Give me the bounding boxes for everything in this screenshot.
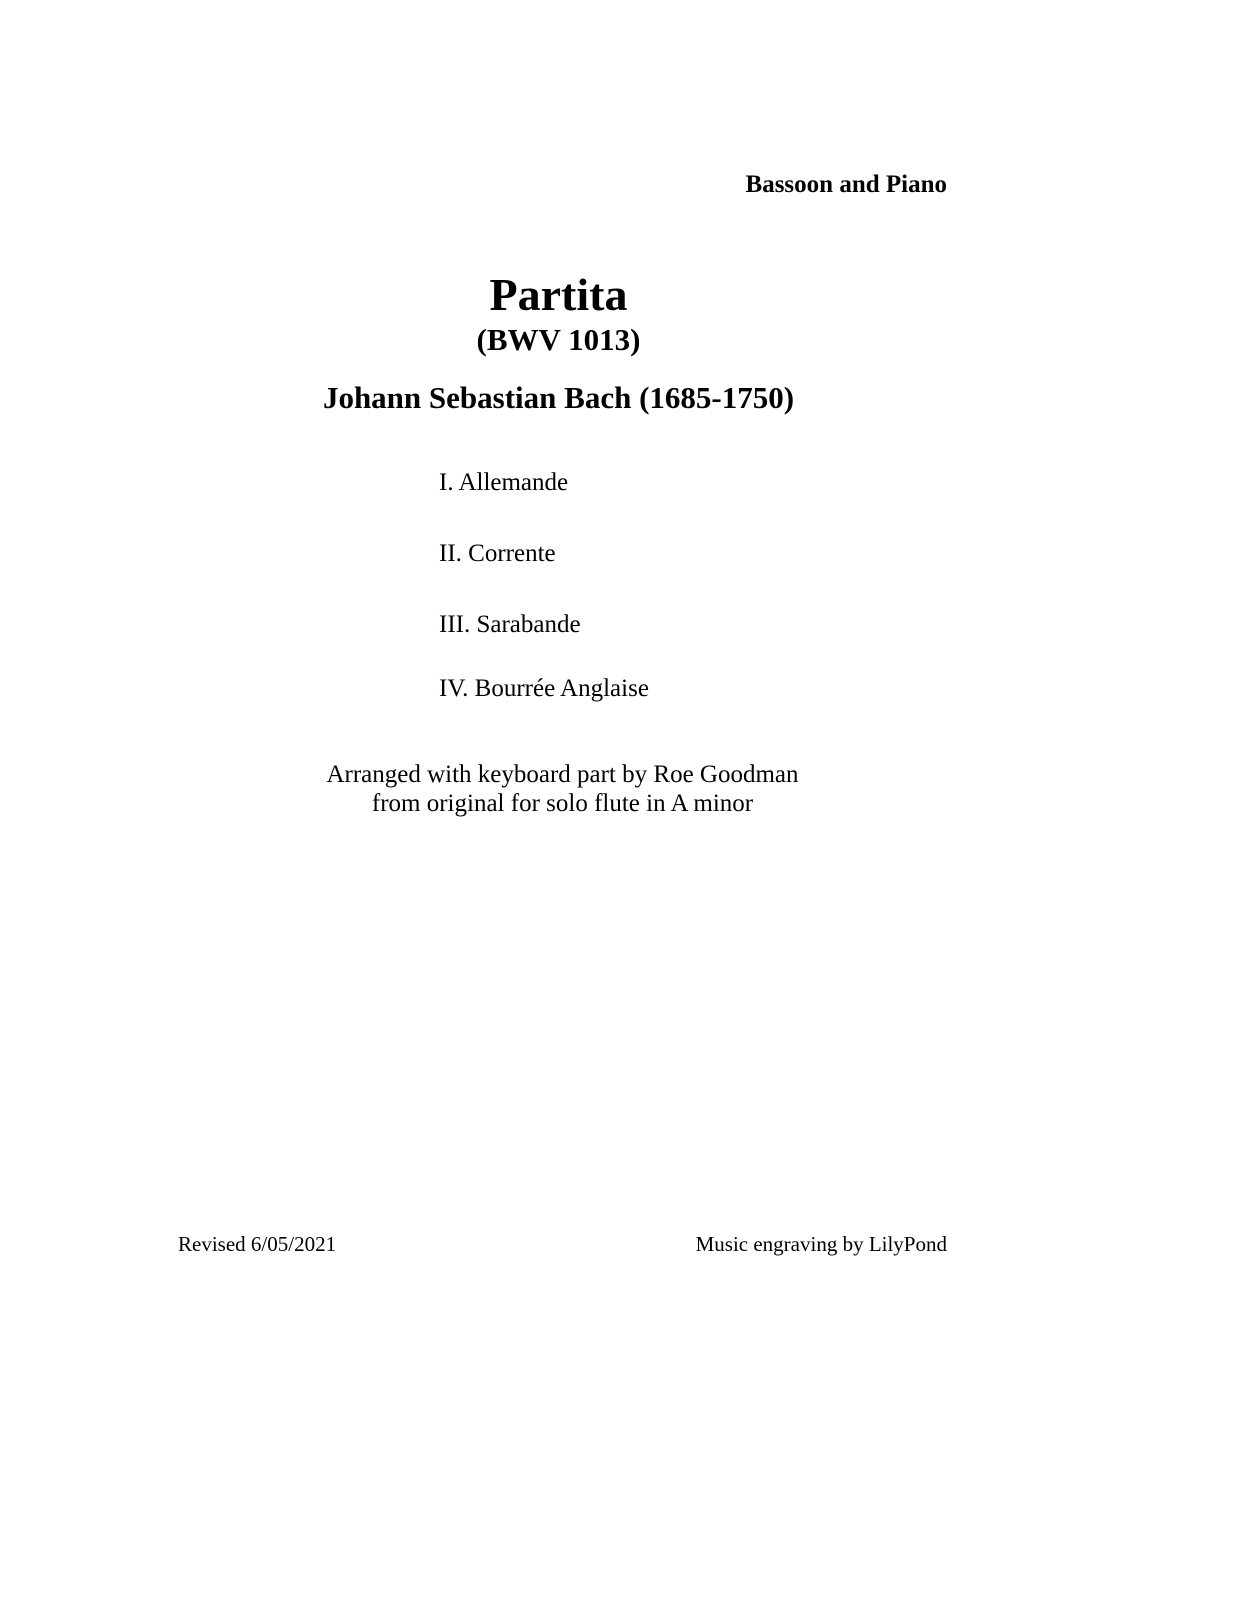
arrangement-line: Arranged with keyboard part by Roe Goodman <box>326 761 799 788</box>
arrangement-note <box>0 760 1125 818</box>
movement-item: IV. Bourrée Anglaise <box>439 675 649 702</box>
movement-item: II. Corrente <box>439 540 556 567</box>
arrangement-line: from original for solo flute in A minor <box>371 790 754 817</box>
movement-item: I. Allemande <box>439 469 569 496</box>
composer-name: Johann Sebastian Bach (1685-1750) <box>322 380 795 415</box>
catalog-number: (BWV 1013) <box>476 322 641 357</box>
revision-date: Revised 6/05/2021 <box>178 1232 337 1256</box>
engraving-credit: Music engraving by LilyPond <box>695 1232 947 1256</box>
instrumentation-label: Bassoon and Piano <box>745 171 947 198</box>
movement-item: III. Sarabande <box>439 611 581 638</box>
work-title: Partita <box>489 269 628 320</box>
movement-list <box>439 470 649 747</box>
